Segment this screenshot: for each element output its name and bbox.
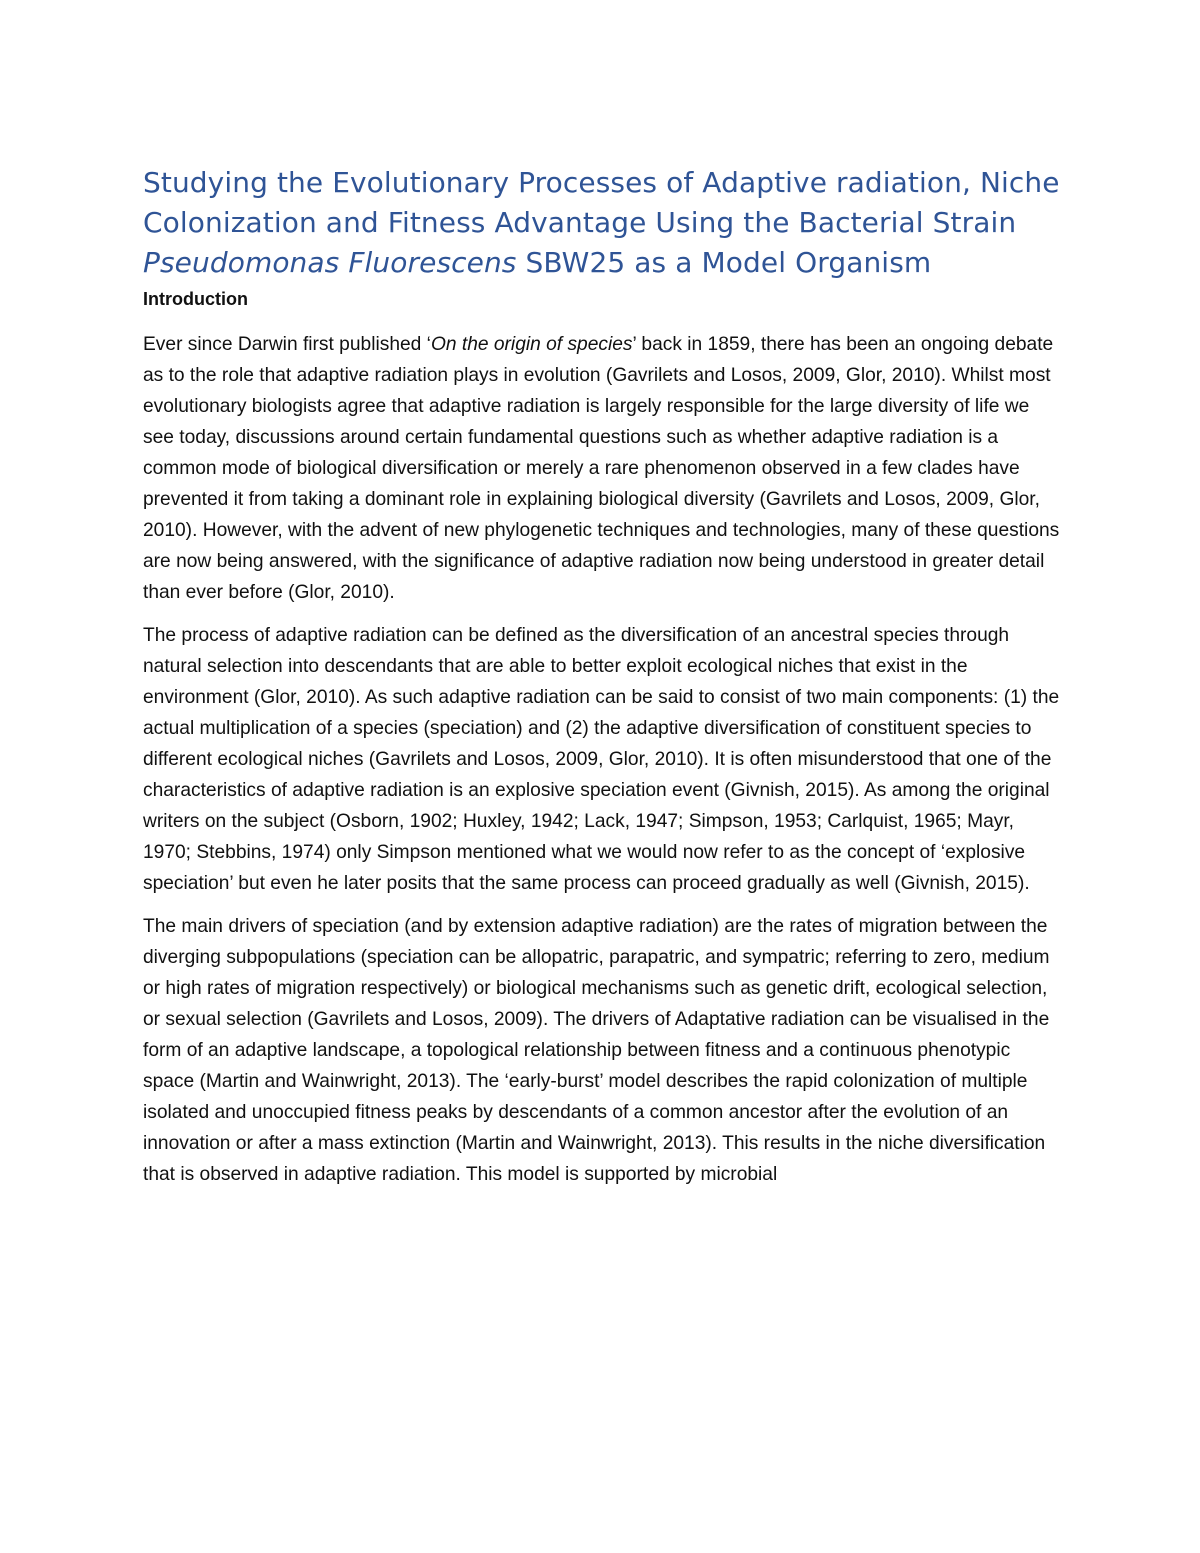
title-text-end: SBW25 as a Model Organism bbox=[516, 246, 932, 279]
paragraph-1-book-title: On the origin of species bbox=[430, 334, 633, 355]
section-heading-introduction: Introduction bbox=[143, 289, 248, 309]
paragraph-2: The process of adaptive radiation can be defined as the diversification of an ancestral species through natural selection into descendants that are able to better exploit ecological niches that exist in the environment (Glor, 2010). As such adaptive radiation can be said to consist of two main components: (1) the actual multiplication of a species (speciation) and (2) the adaptive diversification of constituent species to different ecological niches (Gavrilets and Losos, 2009, Glor, 2010). It is often misunderstood that one of the characteristics of adaptive radiation is an explosive speciation event (Givnish, 2015). As among the original writers on the subject (Osborn, 1902; Huxley, 1942; Lack, 1947; Simpson, 1953; Carlquist, 1965; Mayr, 1970; Stebbins, 1974) only Simpson mentioned what we would now refer to as the concept of ‘explosive speciation’ but even he later posits that the same process can proceed gradually as well (Givnish, 2015). bbox=[143, 625, 1060, 894]
title-species-name: Pseudomonas Fluorescens bbox=[143, 246, 517, 279]
title-text-start: Studying the Evolutionary Processes of Adaptive radiation, Niche Colonization and Fitness Advantage Using the Bacterial Strain bbox=[143, 166, 1060, 239]
paragraph-1 bbox=[143, 329, 1063, 608]
document-title bbox=[143, 163, 1063, 283]
document-body bbox=[143, 163, 1063, 1190]
paragraph-1-text-end: ’ back in 1859, there has been an ongoing debate as to the role that adaptive radiation plays in evolution (Gavrilets and Losos, 2009, Glor, 2010). Whilst most evolutionary biologists agree that adaptive radiation is largely responsible for the large diversity of life we see today, discussions around certain fundamental questions such as whether adaptive radiation is a common mode of biological diversification or merely a rare phenomenon observed in a few clades have prevented it from taking a dominant role in explaining biological diversity (Gavrilets and Losos, 2009, Glor, 2010). However, with the advent of new phylogenetic techniques and technologies, many of these questions are now being answered, with the significance of adaptive radiation now being understood in greater detail than ever before (Glor, 2010). bbox=[143, 334, 1060, 603]
paragraph-1-text-start: Ever since Darwin first published ‘ bbox=[143, 334, 431, 355]
paragraph-3: The main drivers of speciation (and by extension adaptive radiation) are the rates of migration between the diverging subpopulations (speciation can be allopatric, parapatric, and sympatric; referring to zero, medium or high rates of migration respectively) or biological mechanisms such as genetic drift, ecological selection, or sexual selection (Gavrilets and Losos, 2009). The drivers of Adaptative radiation can be visualised in the form of an adaptive landscape, a topological relationship between fitness and a continuous phenotypic space (Martin and Wainwright, 2013). The ‘early-burst’ model describes the rapid colonization of multiple isolated and unoccupied fitness peaks by descendants of a common ancestor after the evolution of an innovation or after a mass extinction (Martin and Wainwright, 2013). This results in the niche diversification that is observed in adaptive radiation. This model is supported by microbial bbox=[143, 916, 1050, 1185]
